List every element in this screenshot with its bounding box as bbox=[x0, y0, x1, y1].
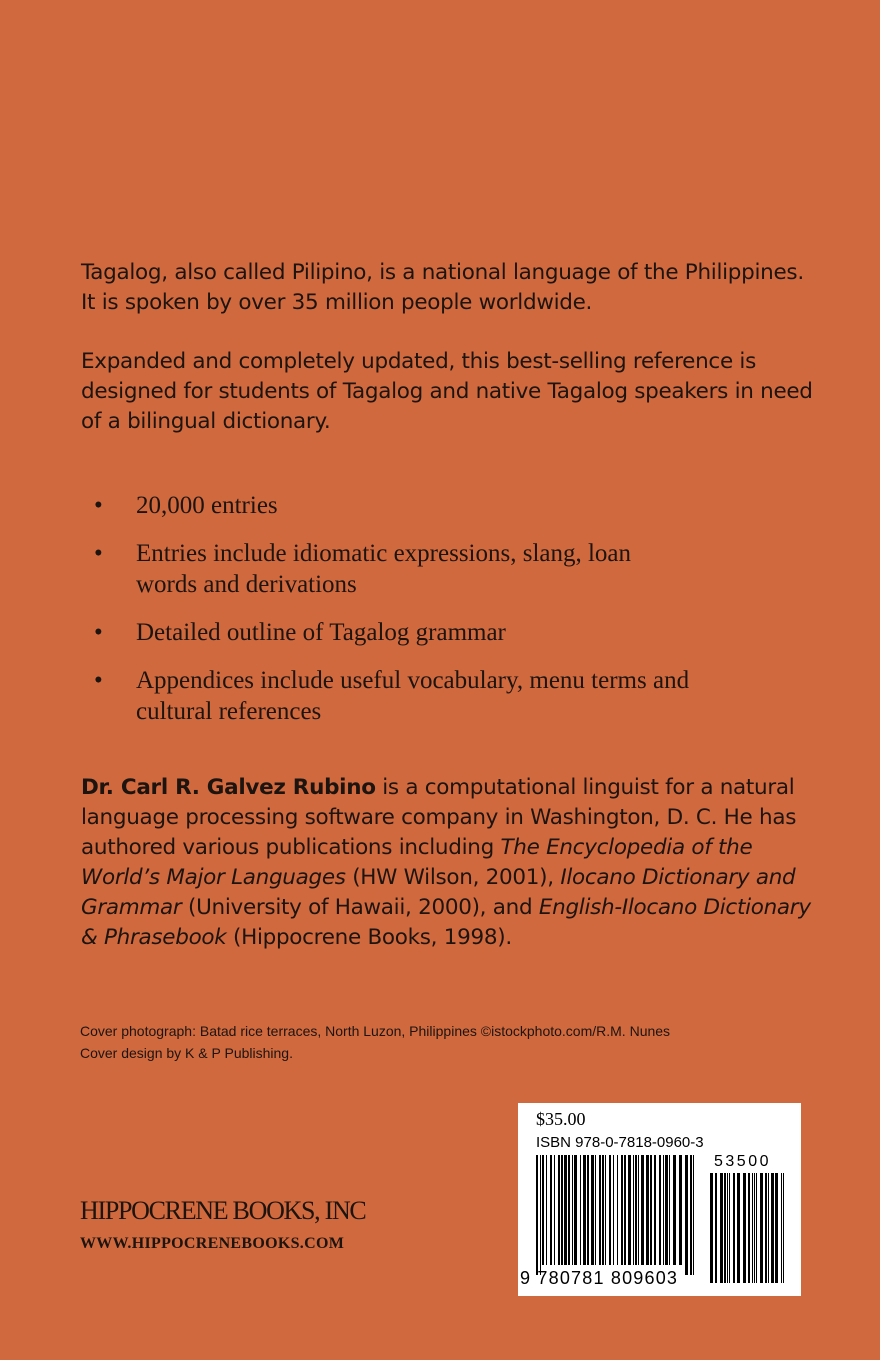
barcode-bar bbox=[564, 1155, 567, 1265]
feature-text: 20,000 entries bbox=[136, 492, 278, 519]
barcode-bar bbox=[583, 1155, 586, 1265]
design-credit: Cover design by K & P Publishing. bbox=[80, 1045, 293, 1061]
bullet-icon: • bbox=[94, 540, 103, 567]
barcode-bar bbox=[768, 1173, 769, 1283]
barcode-bar bbox=[599, 1155, 601, 1265]
feature-list bbox=[94, 490, 694, 744]
barcode-bar bbox=[542, 1155, 544, 1265]
barcode-bar bbox=[659, 1155, 661, 1265]
barcode-bar bbox=[673, 1155, 676, 1265]
barcode-bar bbox=[613, 1155, 614, 1265]
author-bio bbox=[81, 773, 821, 953]
barcode-bar bbox=[621, 1155, 623, 1265]
barcode-bar bbox=[587, 1155, 589, 1265]
barcode-bar bbox=[605, 1155, 606, 1265]
feature-item bbox=[94, 490, 694, 521]
price: $35.00 bbox=[536, 1109, 586, 1129]
barcode-bar bbox=[693, 1155, 694, 1275]
feature-text: Detailed outline of Tagalog grammar bbox=[136, 619, 506, 646]
barcode-bar bbox=[724, 1173, 726, 1283]
addon-barcode bbox=[710, 1173, 784, 1283]
barcode-bar bbox=[754, 1173, 755, 1283]
barcode-bar bbox=[748, 1173, 750, 1283]
barcode-bar bbox=[580, 1155, 581, 1265]
barcode-bar bbox=[602, 1155, 604, 1265]
barcode-bar bbox=[536, 1155, 538, 1275]
cover-credits bbox=[80, 1020, 670, 1064]
barcode-bar bbox=[690, 1155, 692, 1275]
barcode-bar bbox=[628, 1155, 631, 1265]
barcode-bar bbox=[669, 1155, 670, 1265]
barcode-bar bbox=[633, 1155, 634, 1265]
barcode-bar bbox=[663, 1155, 664, 1265]
bullet-icon: • bbox=[94, 619, 103, 646]
barcode-bar bbox=[617, 1155, 618, 1265]
barcode-bar bbox=[595, 1155, 596, 1265]
barcode-bar bbox=[760, 1173, 763, 1283]
author-bio-text: (Hippocrene Books, 1998). bbox=[226, 925, 512, 950]
barcode-bar bbox=[710, 1173, 713, 1283]
barcode-bar bbox=[646, 1155, 649, 1265]
author-bio-text: (HW Wilson, 2001), bbox=[345, 865, 561, 890]
description-paragraph-1: Tagalog, also called Pilipino, is a national language of the Philippines. It is spoken by over 35 million people worldwide. bbox=[81, 260, 804, 315]
barcode-bar bbox=[574, 1155, 577, 1265]
barcode-bar bbox=[609, 1155, 611, 1265]
feature-text: Entries include idiomatic expressions, slang, loan words and derivations bbox=[136, 540, 632, 598]
author-bio-text: is a computational linguist for a natural language processing software company in Washington, D. C. He has authored various publications including bbox=[81, 775, 797, 860]
barcode-bar bbox=[624, 1155, 626, 1265]
barcode-bar bbox=[665, 1155, 668, 1265]
barcode-bar bbox=[771, 1173, 774, 1283]
ean-barcode bbox=[536, 1155, 694, 1275]
barcode-bar bbox=[540, 1155, 541, 1275]
feature-text: Appendices include useful vocabulary, menu terms and cultural references bbox=[136, 667, 690, 725]
author-name: Dr. Carl R. Galvez Rubino bbox=[81, 775, 376, 800]
publication-title: The Encyclopedia of the World’s Major Languages bbox=[81, 835, 753, 890]
barcode-bar bbox=[638, 1155, 639, 1265]
bullet-icon: • bbox=[94, 492, 103, 519]
barcode-bar bbox=[641, 1155, 644, 1265]
barcode-bar bbox=[752, 1173, 753, 1283]
feature-item bbox=[94, 538, 694, 600]
barcode-bar bbox=[720, 1173, 723, 1283]
barcode-bar bbox=[727, 1173, 728, 1283]
barcode-bar bbox=[775, 1173, 778, 1283]
barcode-bar bbox=[561, 1155, 563, 1265]
barcode-bar bbox=[765, 1173, 767, 1283]
publisher-url: WWW.HIPPOCRENEBOOKS.COM bbox=[80, 1235, 345, 1252]
barcode-bar bbox=[743, 1173, 746, 1283]
barcode-bar bbox=[568, 1155, 570, 1265]
barcode-bar bbox=[733, 1173, 735, 1283]
barcode-bar bbox=[715, 1173, 717, 1283]
barcode-bar bbox=[781, 1173, 782, 1283]
publication-title: Ilocano Dictionary and Grammar bbox=[81, 865, 796, 920]
barcode-bar bbox=[685, 1155, 688, 1275]
description-paragraph-2: Expanded and completely updated, this best-selling reference is designed for students of Tagalog and native Tagalog speakers in need of a bilingual dictionary. bbox=[81, 349, 813, 434]
barcode-bar bbox=[572, 1155, 573, 1265]
barcode-bar bbox=[679, 1155, 682, 1265]
barcode-bar bbox=[554, 1155, 555, 1265]
barcode-bar bbox=[546, 1155, 547, 1265]
feature-item bbox=[94, 617, 694, 648]
isbn-digits: 9 780781 809603 bbox=[520, 1268, 679, 1288]
barcode-label bbox=[518, 1103, 801, 1296]
barcode-bar bbox=[591, 1155, 594, 1265]
barcode-bar bbox=[729, 1173, 730, 1283]
barcode-bar bbox=[737, 1173, 740, 1283]
barcode-bar bbox=[654, 1155, 656, 1265]
author-bio-text: (University of Hawaii, 2000), and bbox=[181, 895, 539, 920]
bullet-icon: • bbox=[94, 667, 103, 694]
barcode-bar bbox=[550, 1155, 552, 1265]
barcode-bar bbox=[558, 1155, 560, 1265]
publisher-name: HIPPOCRENE BOOKS, INC bbox=[80, 1196, 366, 1225]
barcode-bar bbox=[635, 1155, 637, 1265]
barcode-bar bbox=[650, 1155, 652, 1265]
publication-title: English-Ilocano Dictionary & Phrasebook bbox=[81, 895, 811, 950]
barcode-bar bbox=[783, 1173, 784, 1283]
photo-credit: Cover photograph: Batad rice terraces, North Luzon, Philippines ©istockphoto.com/R.M. Nunes bbox=[80, 1023, 671, 1039]
isbn: ISBN 978-0-7818-0960-3 bbox=[536, 1134, 704, 1151]
addon-digits: 53500 bbox=[714, 1153, 771, 1170]
feature-item bbox=[94, 665, 694, 727]
barcode-bar bbox=[756, 1173, 757, 1283]
